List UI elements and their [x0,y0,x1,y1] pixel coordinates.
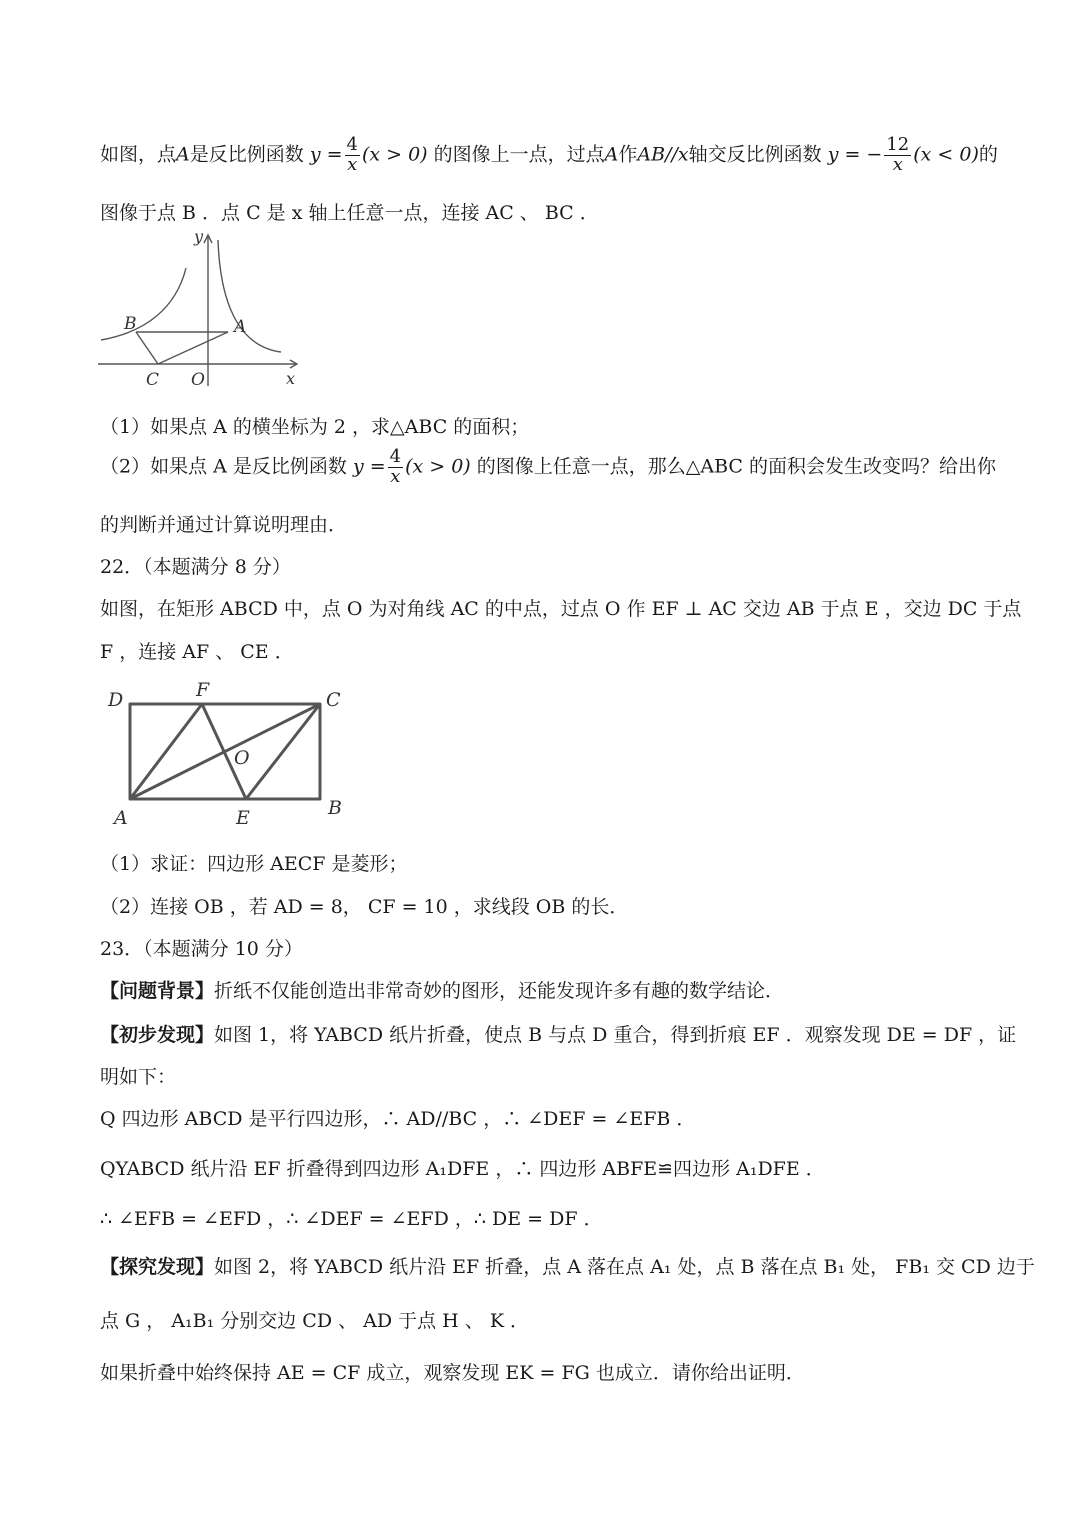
q21-intro-line2: 图像于点 B ．点 C 是 x 轴上任意一点，连接 AC 、 BC ． [100,202,599,224]
q23-last: 如果折叠中始终保持 AE = CF 成立，观察发现 EK = FG 也成立．请你给出证明． [100,1362,805,1384]
q23-preliminary: 【初步发现】如图 1，将 YABCD 纸片折叠，使点 B 与点 D 重合，得到折痕 EF ．观察发现 DE = DF ，证 [100,1024,1017,1046]
q22-part1: （1）求证：四边形 AECF 是菱形； [100,853,408,875]
q21-intro-line1: 如图，点A是反比例函数 y = $\frac{4}{x}$ (x > 0) 的图像上一点，过点A作AB//x轴交反比例函数 y = − $\frac{12}{x}$ (x < 0)的 [100,134,998,175]
label-O: O [191,370,205,390]
curve-right [218,240,281,352]
label-x: x [286,369,296,388]
segment-CE [246,704,320,799]
q23-preliminary-2: 明如下： [100,1066,177,1088]
label-B: B [124,314,137,334]
q22-line2: F ，连接 AF 、 CE ． [100,641,294,663]
q21-part2-line1: （2）如果点 A 是反比例函数 y = $\frac{4}{x}$ (x > 0) 的图像上任意一点，那么△ABC 的面积会发生改变吗？给出你 [100,446,997,487]
q23-proof-2: QYABCD 纸片沿 EF 折叠得到四边形 A₁DFE ，∴ 四边形 ABFE≌四边形 A₁DFE ． [100,1158,825,1180]
q23-proof-3: ∴ ∠EFB = ∠EFD ，∴ ∠DEF = ∠EFD ，∴ DE = DF ． [100,1208,603,1230]
fraction-4-over-x-2: $\frac{4}{x}$ [389,446,402,487]
label-y: y [194,228,204,246]
curve-left [101,268,186,340]
segment-AF [130,704,202,799]
segment-BC [136,332,158,364]
label-A: A [114,807,128,829]
point-A: A [176,143,190,166]
label-E: E [236,807,250,829]
fraction-12-over-x: $\frac{12}{x}$ [886,134,910,175]
q23-exploration: 【探究发现】如图 2，将 YABCD 纸片沿 EF 折叠，点 A 落在点 A₁ 处，点 B 落在点 B₁ 处， FB₁ 交 CD 边于 [100,1256,1035,1278]
label-D: D [108,689,124,711]
label-F: F [196,679,210,701]
q21-part2-line2: 的判断并通过计算说明理由． [100,514,348,536]
label-A: A [234,317,247,337]
q23-proof-1: Q 四边形 ABCD 是平行四边形，∴ AD//BC ，∴ ∠DEF = ∠EFB ． [100,1108,696,1130]
fraction-4-over-x: $\frac{4}{x}$ [346,134,358,175]
q22-header: 22．（本题满分 8 分） [100,556,291,578]
q23-header: 23．（本题满分 10 分） [100,938,303,960]
label-C: C [326,689,341,711]
q23-background: 【问题背景】折纸不仅能创造出非常奇妙的图形，还能发现许多有趣的数学结论． [100,980,785,1002]
segment-AC [158,332,228,364]
label-C: C [146,370,160,390]
q21-hyperbola-figure [96,228,311,393]
q22-part2: （2）连接 OB ，若 AD = 8， CF = 10 ，求线段 OB 的长． [100,896,629,918]
q22-line1: 如图，在矩形 ABCD 中，点 O 为对角线 AC 的中点，过点 O 作 EF ⊥ AC 交边 AB 于点 E ，交边 DC 于点 [100,598,1022,620]
label-O: O [234,747,250,769]
label-B: B [328,797,342,819]
q21-part1: （1）如果点 A 的横坐标为 2 ，求△ABC 的面积； [100,416,530,438]
q23-exploration-2: 点 G ， A₁B₁ 分别交边 CD 、 AD 于点 H 、 K ． [100,1310,530,1332]
q22-rectangle-figure [100,678,350,830]
